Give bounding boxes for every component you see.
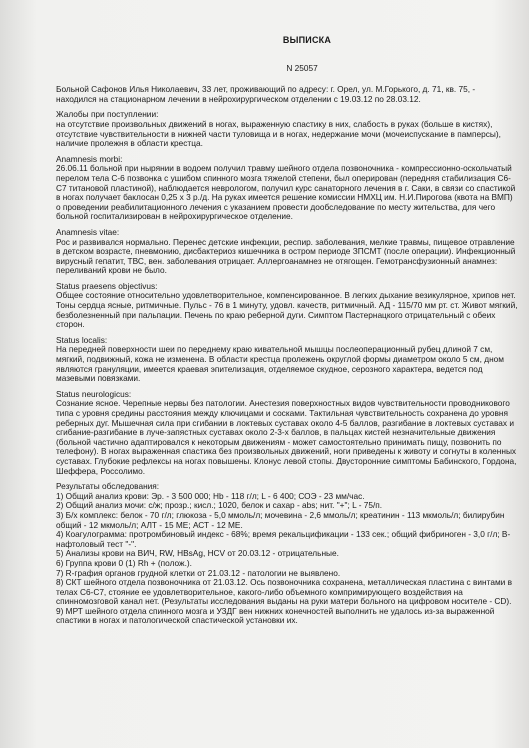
result-item: 6) Группа крови 0 (1) Rh + (полож.).: [56, 557, 192, 568]
result-item: 1) Общий анализ крови: Эр. - 3 500 000; Hb - 118 г/л; L - 6 400; СОЭ - 23 мм/час.: [56, 490, 365, 501]
results-list: [56, 492, 518, 626]
anamnesis-vitae-section: [56, 228, 518, 276]
result-item: 4) Коагулограмма: протромбиновый индекс - 68%; время рекальцификации - 133 сек.; общий фибриноген - 3,0 г/л; В-нафтоловый тест "-".: [56, 529, 511, 549]
status-neurologicus-text: Сознание ясное. Черепные нервы без патологии. Анестезия поверхностных видов чувствительности проводникового типа с уровня средины расстояния между ключицами и сосками. Тактильная чувствительность сохранена до уровня реберных дуг. Мышечная сила при сгибании в локтевых суставах около 4-5 баллов, разгибание в локтевых суставах и сгибание-разгибание в луче-запястных суставах около 2-3-х баллов, в пальцах кистей незначительные движения (больной частично адаптировался к некоторым движениям - может самостоятельно принимать пищу, позвонить по телефону). В ногах выраженная спастика без произвольных движений, ноги приведены к животу и согнуты в коленных суставах. Глубокие рефлексы на ногах повышены. Клонус левой стопы. Двусторонние симптомы Бабинского, Гордона, Шеффера, Россолимо.: [56, 398, 517, 476]
complaints-text: на отсутствие произвольных движений в ногах, выраженную спастику в них, слабость в руках (больше в кистях), отсутствие чувствительности в нижней части туловища и в ногах, недержание мочи (мочеиспускание в памперсы), наличие пролежня в области крестца.: [56, 118, 501, 149]
anamnesis-morbi-text: 26.06.11 больной при нырянии в водоем получил травму шейного отдела позвоночника - компрессионно-оскольчатый перелом тела С-6 позвонка с ушибом спинного мозга тяжелой степени, был оперирован (передняя стабилизация С6-С7 титановой пластиной), наблюдается неврологом, получил курс санаторного лечения в г. Саки, в связи со спастикой в ногах получает баклосан 0,25 х 3 р./д. На руках имеется решение комиссии НМХЦ им. Н.И.Пирогова (квота на ВМП) о проведении реабилитационного лечения с указанием провести дообследование по месту жительства, для чего больной госпитализирован в нейрохирургическое отделение.: [56, 163, 516, 222]
results-heading: Результаты обследования:: [56, 481, 160, 492]
discharge-summary: [56, 36, 518, 626]
complaints-heading: Жалобы при поступлении:: [56, 109, 159, 120]
anamnesis-morbi-section: [56, 155, 518, 222]
result-item: 2) Общий анализ мочи: с/ж; прозр.; кисл.; 1020, белок и сахар - abs; нит. "+"; L - 75/п.: [56, 500, 383, 511]
anamnesis-vitae-heading: Anamnesis vitae:: [56, 226, 120, 237]
status-neurologicus-heading: Status neurologicus:: [56, 388, 132, 399]
status-praesens-text: Общее состояние относительно удовлетворительное, компенсированное. В легких дыхание везикулярное, хрипов нет. Тоны сердца ясные, ритмичные. Пульс - 76 в 1 минуту, удовл. качеств, ритмичный. АД - 115/70 мм рт. ст. Живот мягкий, безболезненный при пальпации. Печень по краю реберной дуги. Симптом Пастернацкого отрицательный с обеих сторон.: [56, 290, 518, 330]
result-item: 3) Б/х комплекс: белок - 70 г/л; глюкоза - 5,0 ммоль/л; мочевина - 2,6 ммоль/л; креатинин - 113 мкмоль/л; билирубин общий - 12 мкмоль/л; АЛТ - 15 МЕ; АСТ - 12 МЕ.: [56, 509, 505, 530]
status-neurologicus-section: [56, 390, 518, 476]
patient-intro: Больной Сафонов Илья Николаевич, 33 лет, проживающий по адресу: г. Орел, ул. М.Горького, д. 71, кв. 75, - находился на стационарном лечении в нейрохирургическом отделении с 19.03.12 по 28.03.12.: [56, 84, 476, 104]
anamnesis-morbi-heading: Anamnesis morbi:: [56, 153, 123, 164]
status-localis-text: На передней поверхности шеи по переднему краю кивательной мышцы послеоперационный рубец длиной 7 см, мягкий, подвижный, кожа не изменена. В области крестца пролежень округлой формы диаметром около 5 см, дном являются грануляции, имеется краевая эпителизация, отделяемое скудное, серозного характера, ведется под мазевыми повязками.: [56, 344, 504, 384]
result-item: 7) R-графия органов грудной клетки от 21.03.12 - патологии не выявлено.: [56, 567, 341, 578]
result-item: 9) МРТ шейного отдела спинного мозга и УЗДГ вен нижних конечностей выполнить не удалось из-за выраженной спастики в ногах и патологической спастической установки их.: [56, 605, 495, 626]
status-localis-heading: Status localis:: [56, 334, 108, 345]
anamnesis-vitae-text: Рос и развивался нормально. Перенес детские инфекции, респир. заболевания, мелкие травмы, пищевое отравление в детском возрасте, пневмонию, дисбактериоз кишечника в остром периоде ЗПСМТ (после операции). Инфекционный вирусный гепатит, ТВС, вен. заболевания отрицает. Аллергоанамнез не отягощен. Гемотрансфузионный анамнез: переливаний крови не было.: [56, 236, 516, 276]
status-localis-section: [56, 336, 518, 384]
result-item: 8) СКТ шейного отдела позвоночника от 21.03.12. Ось позвоночника сохранена, металлическая пластина с винтами в телах С6-С7, стояние ее удовлетворительное, какого-либо объемного компримирующего воздействия на спинномозговой канал нет. (Результаты исследования выданы на руки матери больного на цифровом носителе - CD).: [56, 577, 512, 607]
status-praesens-section: [56, 282, 518, 330]
document-number: N 25057: [286, 62, 318, 73]
complaints-section: [56, 110, 518, 148]
result-item: 5) Анализы крови на ВИЧ, RW, HBsAg, HCV от 20.03.12 - отрицательные.: [56, 548, 339, 559]
results-section: [56, 482, 518, 626]
document-title: ВЫПИСКА: [282, 35, 332, 45]
status-praesens-heading: Status praesens objectivus:: [56, 280, 158, 291]
